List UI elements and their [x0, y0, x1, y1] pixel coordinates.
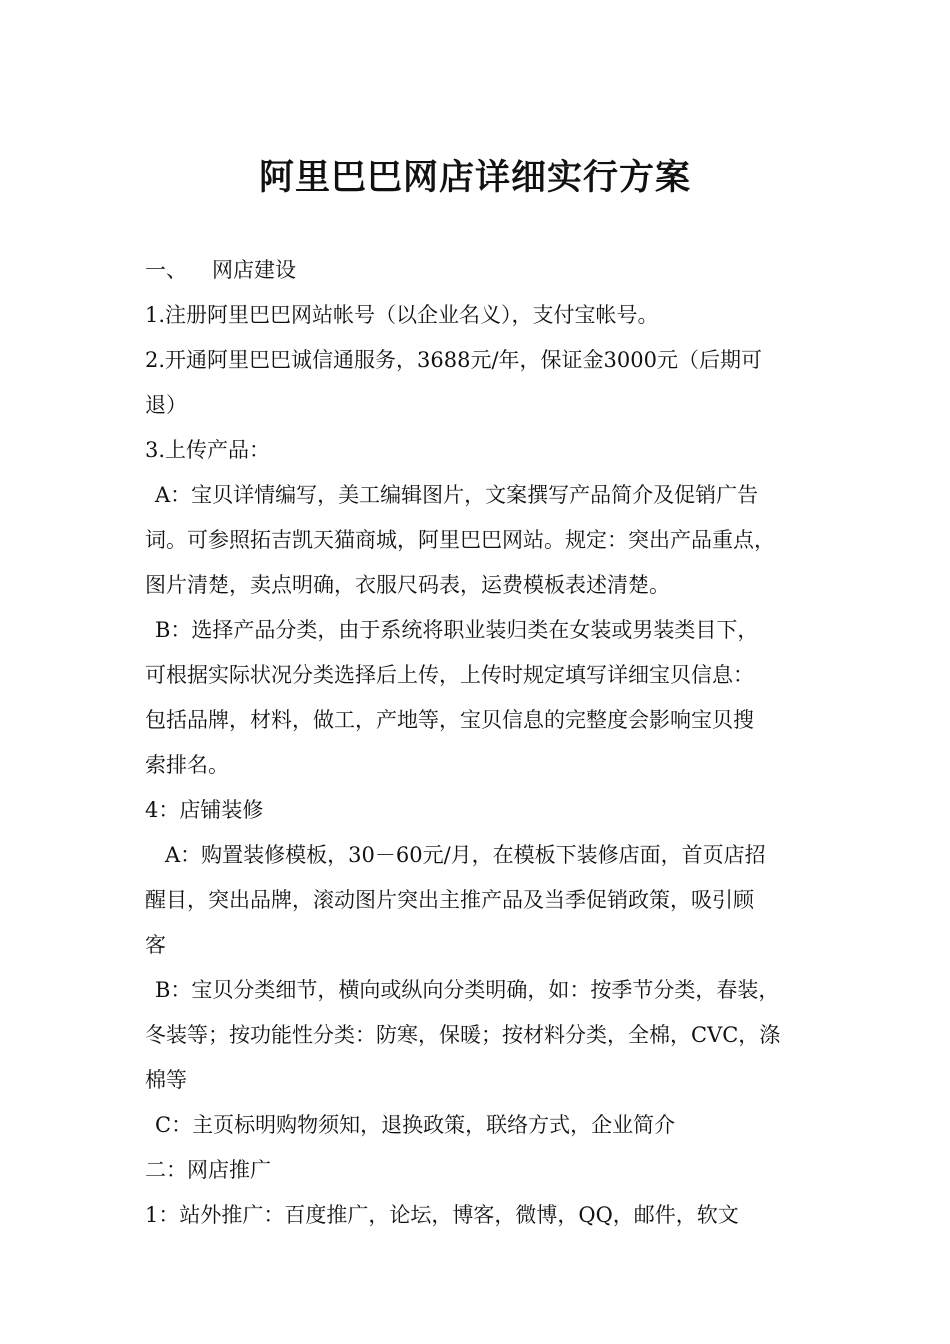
paragraph-line: 二：网店推广 — [145, 1158, 271, 1182]
paragraph-line: 索排名。 — [145, 753, 229, 777]
paragraph-line: 4：店铺装修 — [145, 798, 264, 822]
paragraph-line: C：主页标明购物须知，退换政策，联络方式，企业简介 — [155, 1113, 676, 1137]
paragraph-line: 包括品牌，材料，做工，产地等，宝贝信息的完整度会影响宝贝搜 — [145, 708, 754, 732]
paragraph-line: A：购置装修模板，30－60元/月，在模板下装修店面，首页店招 — [165, 843, 766, 867]
document-title: 阿里巴巴网店详细实行方案 — [258, 157, 691, 198]
paragraph-line: 图片清楚，卖点明确，衣服尺码表，运费模板表述清楚。 — [145, 573, 670, 597]
paragraph-line: 3.上传产品： — [145, 438, 271, 462]
paragraph-line: 退） — [145, 393, 187, 417]
paragraph-line: 棉等 — [145, 1068, 187, 1092]
paragraph-line: 1：站外推广：百度推广，论坛，博客，微博，QQ，邮件，软文 — [145, 1203, 739, 1227]
paragraph-line: 2.开通阿里巴巴诚信通服务，3688元/年，保证金3000元（后期可 — [145, 348, 762, 372]
paragraph-line: 客 — [145, 933, 166, 957]
section-heading — [145, 248, 835, 293]
paragraph-line: B：宝贝分类细节，横向或纵向分类明确，如：按季节分类，春装， — [155, 978, 780, 1002]
paragraph-line: A：宝贝详情编写，美工编辑图片，文案撰写产品简介及促销广告 — [155, 483, 759, 507]
section-number: 一、 — [145, 258, 187, 282]
section-title: 网店建设 — [212, 258, 296, 282]
paragraph-line: 可根据实际状况分类选择后上传，上传时规定填写详细宝贝信息： — [145, 663, 754, 687]
paragraph-line: 冬装等；按功能性分类：防寒，保暖；按材料分类，全棉，CVC，涤 — [145, 1023, 781, 1047]
document-body — [145, 248, 835, 1238]
paragraph-line: B：选择产品分类，由于系统将职业装归类在女装或男装类目下， — [155, 618, 759, 642]
paragraph-line: 醒目，突出品牌，滚动图片突出主推产品及当季促销政策，吸引顾 — [145, 888, 754, 912]
paragraph-line: 1.注册阿里巴巴网站帐号（以企业名义），支付宝帐号。 — [145, 303, 659, 327]
paragraph-line: 词。可参照拓吉凯天猫商城，阿里巴巴网站。规定：突出产品重点， — [145, 528, 775, 552]
